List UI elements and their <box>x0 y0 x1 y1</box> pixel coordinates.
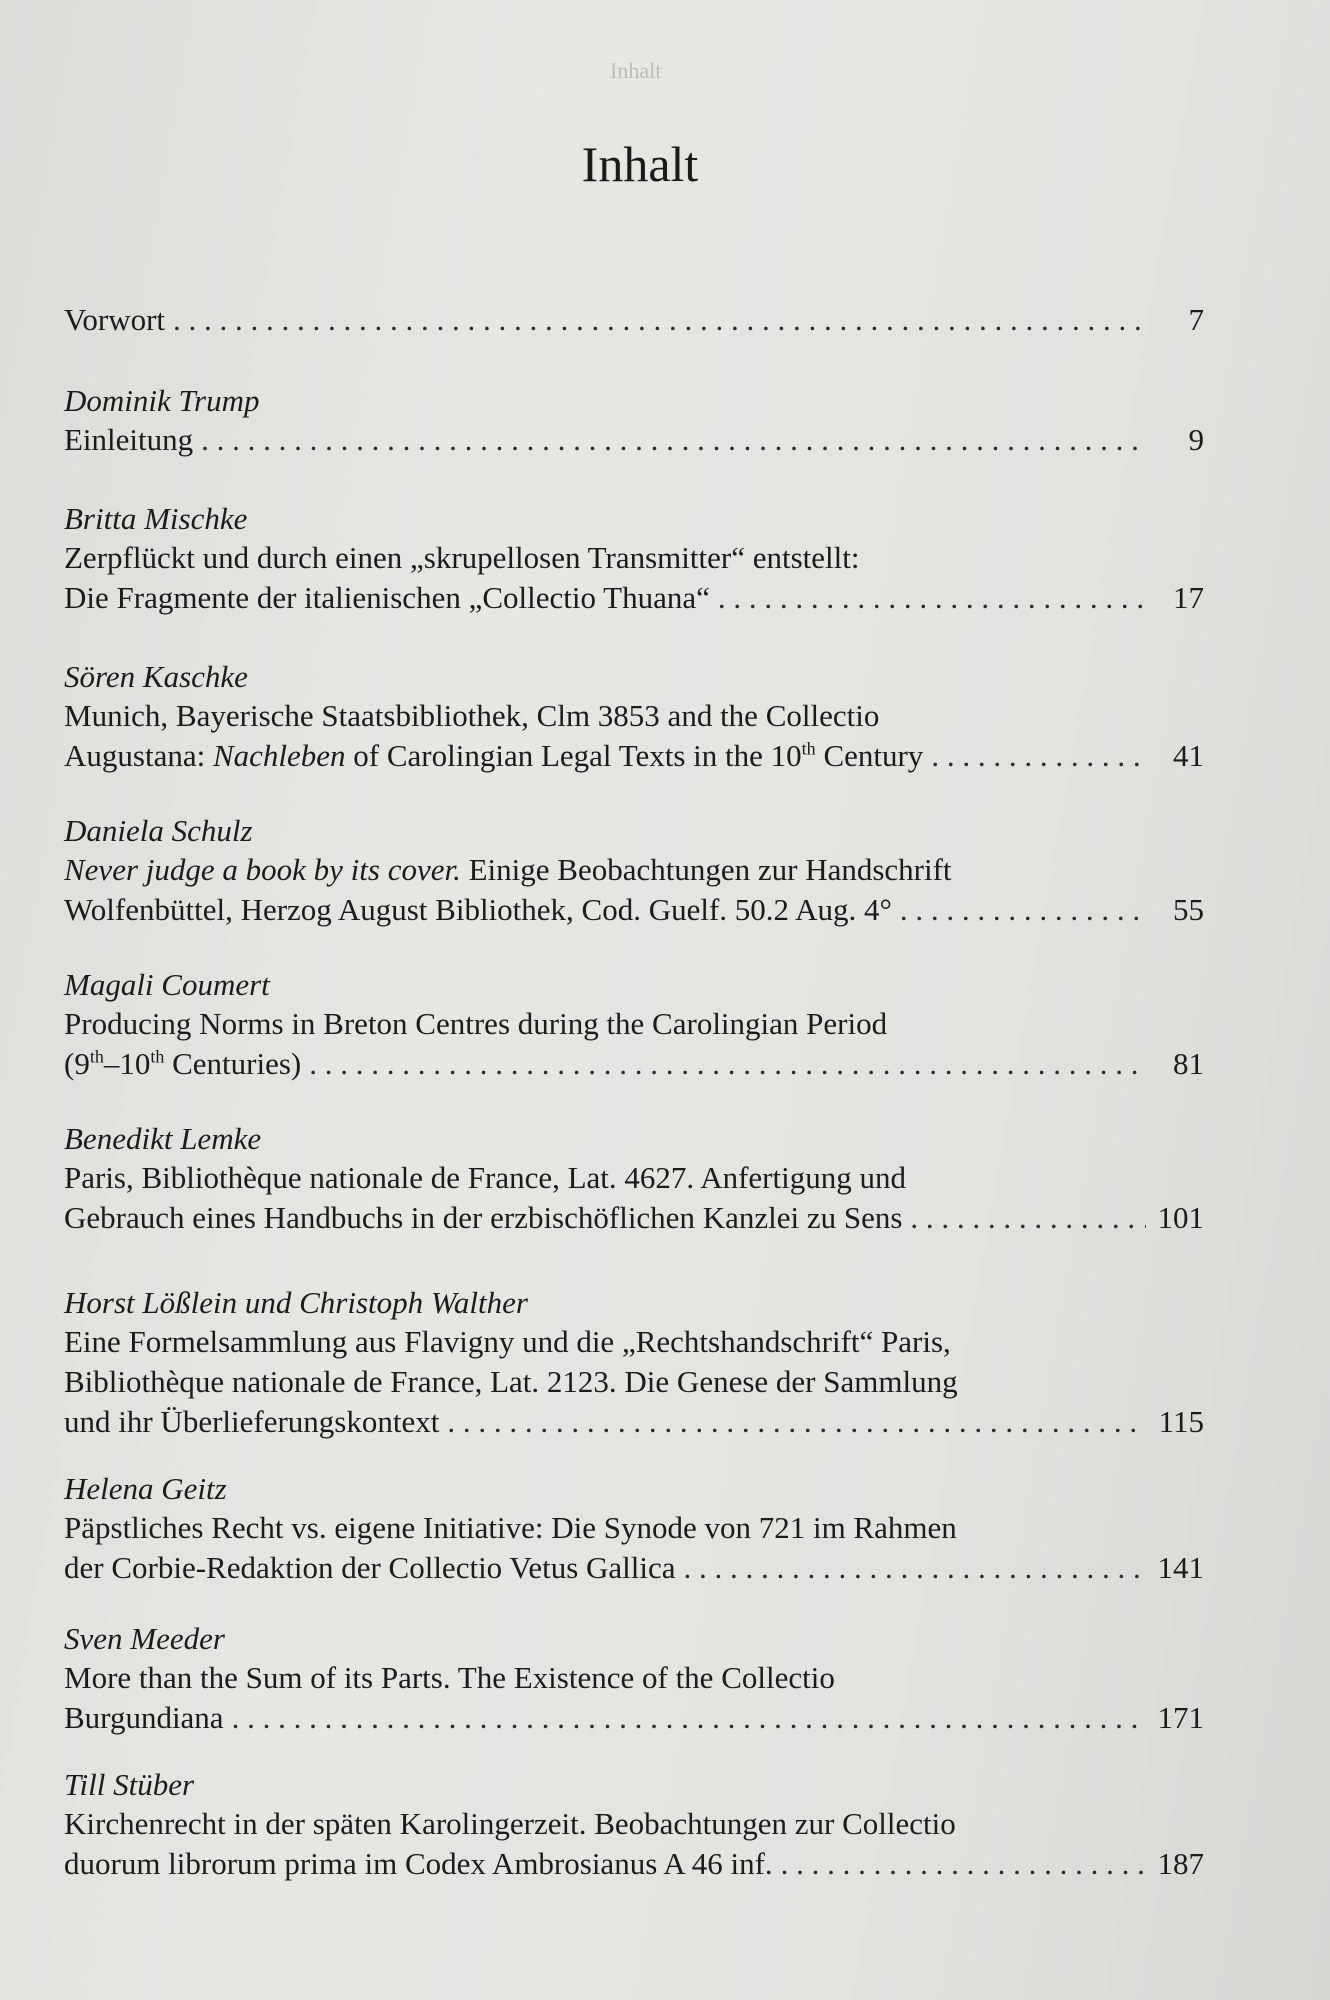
toc-entry-stueber <box>64 1766 1204 1884</box>
toc-entry-kaschke <box>64 658 1204 776</box>
entry-author: Britta Mischke <box>64 501 248 536</box>
entry-author: Helena Geitz <box>64 1471 227 1506</box>
page-number: 141 <box>1157 1550 1204 1585</box>
entry-title: Burgundiana <box>64 1700 224 1735</box>
entry-title-line: Producing Norms in Breton Centres during the Carolingian Period <box>64 1006 888 1041</box>
entry-title: und ihr Überlieferungskontext <box>64 1404 440 1439</box>
toc-entry-lemke <box>64 1120 1204 1238</box>
page-title: Inhalt <box>581 136 699 192</box>
leader-dots <box>910 1198 1146 1238</box>
entry-author: Horst Lößlein und Christoph Walther <box>64 1285 528 1320</box>
leader-dots <box>447 1402 1146 1442</box>
running-head: Inhalt <box>610 58 662 83</box>
leader-dots <box>173 300 1146 340</box>
page-number: 101 <box>1157 1200 1204 1235</box>
entry-title: Vorwort <box>64 302 166 337</box>
entry-title-line: Paris, Bibliothèque nationale de France, Lat. 4627. Anfertigung und <box>64 1160 906 1195</box>
toc-entry-einleitung <box>64 382 1204 460</box>
leader-dots <box>684 1548 1146 1588</box>
leader-dots <box>309 1044 1146 1084</box>
toc-entry-mischke <box>64 500 1204 618</box>
leader-dots <box>900 890 1146 930</box>
toc-entry-loesslein-walther <box>64 1284 1204 1442</box>
entry-title: Augustana: Nachleben of Carolingian Legal Texts in the 10th Century <box>64 738 924 773</box>
leader-dots <box>232 1698 1146 1738</box>
entry-title: Wolfenbüttel, Herzog August Bibliothek, Cod. Guelf. 50.2 Aug. 4° <box>64 892 892 927</box>
leader-dots <box>201 420 1146 460</box>
page-number: 9 <box>1188 422 1204 457</box>
entry-author: Sven Meeder <box>64 1621 225 1656</box>
toc-entry-vorwort <box>64 300 1204 340</box>
leader-dots <box>718 578 1146 618</box>
page-number: 187 <box>1157 1846 1204 1881</box>
entry-author: Magali Coumert <box>64 967 270 1002</box>
entry-title: Einleitung <box>64 422 194 457</box>
toc-entry-geitz <box>64 1470 1204 1588</box>
entry-title: duorum librorum prima im Codex Ambrosianus A 46 inf. <box>64 1846 773 1881</box>
entry-title-line: Päpstliches Recht vs. eigene Initiative: Die Synode von 721 im Rahmen <box>64 1510 957 1545</box>
entry-title-line: Never judge a book by its cover. Einige Beobachtungen zur Handschrift <box>64 852 952 887</box>
entry-title: Gebrauch eines Handbuchs in der erzbischöflichen Kanzlei zu Sens <box>64 1200 903 1235</box>
entry-title-line: Zerpflückt und durch einen „skrupellosen Transmitter“ entstellt: <box>64 540 860 575</box>
page-number: 55 <box>1173 892 1204 927</box>
entry-author: Till Stüber <box>64 1767 195 1802</box>
entry-title: der Corbie-Redaktion der Collectio Vetus Gallica <box>64 1550 676 1585</box>
page-number: 81 <box>1173 1046 1204 1081</box>
entry-title: (9th–10th Centuries) <box>64 1046 302 1081</box>
entry-author: Sören Kaschke <box>64 659 248 694</box>
page-number: 171 <box>1157 1700 1204 1735</box>
entry-title: Die Fragmente der italienischen „Collectio Thuana“ <box>64 580 710 615</box>
page-number: 17 <box>1173 580 1204 615</box>
leader-dots <box>781 1844 1146 1884</box>
toc-entry-meeder <box>64 1620 1204 1738</box>
entry-title-line: Kirchenrecht in der späten Karolingerzeit. Beobachtungen zur Collectio <box>64 1806 956 1841</box>
entry-title-line: Munich, Bayerische Staatsbibliothek, Clm 3853 and the Collectio <box>64 698 880 733</box>
leader-dots <box>931 736 1146 776</box>
entry-title-line: Eine Formelsammlung aus Flavigny und die „Rechtshandschrift“ Paris, <box>64 1324 951 1359</box>
page-number: 41 <box>1173 738 1204 773</box>
page-number: 115 <box>1158 1404 1204 1439</box>
page-number: 7 <box>1188 302 1204 337</box>
entry-author: Dominik Trump <box>64 383 260 418</box>
entry-author: Daniela Schulz <box>64 813 253 848</box>
entry-title-line: More than the Sum of its Parts. The Existence of the Collectio <box>64 1660 835 1695</box>
toc-entry-coumert <box>64 966 1204 1084</box>
entry-title-line: Bibliothèque nationale de France, Lat. 2123. Die Genese der Sammlung <box>64 1364 958 1399</box>
toc-entry-schulz <box>64 812 1204 930</box>
entry-author: Benedikt Lemke <box>64 1121 262 1156</box>
